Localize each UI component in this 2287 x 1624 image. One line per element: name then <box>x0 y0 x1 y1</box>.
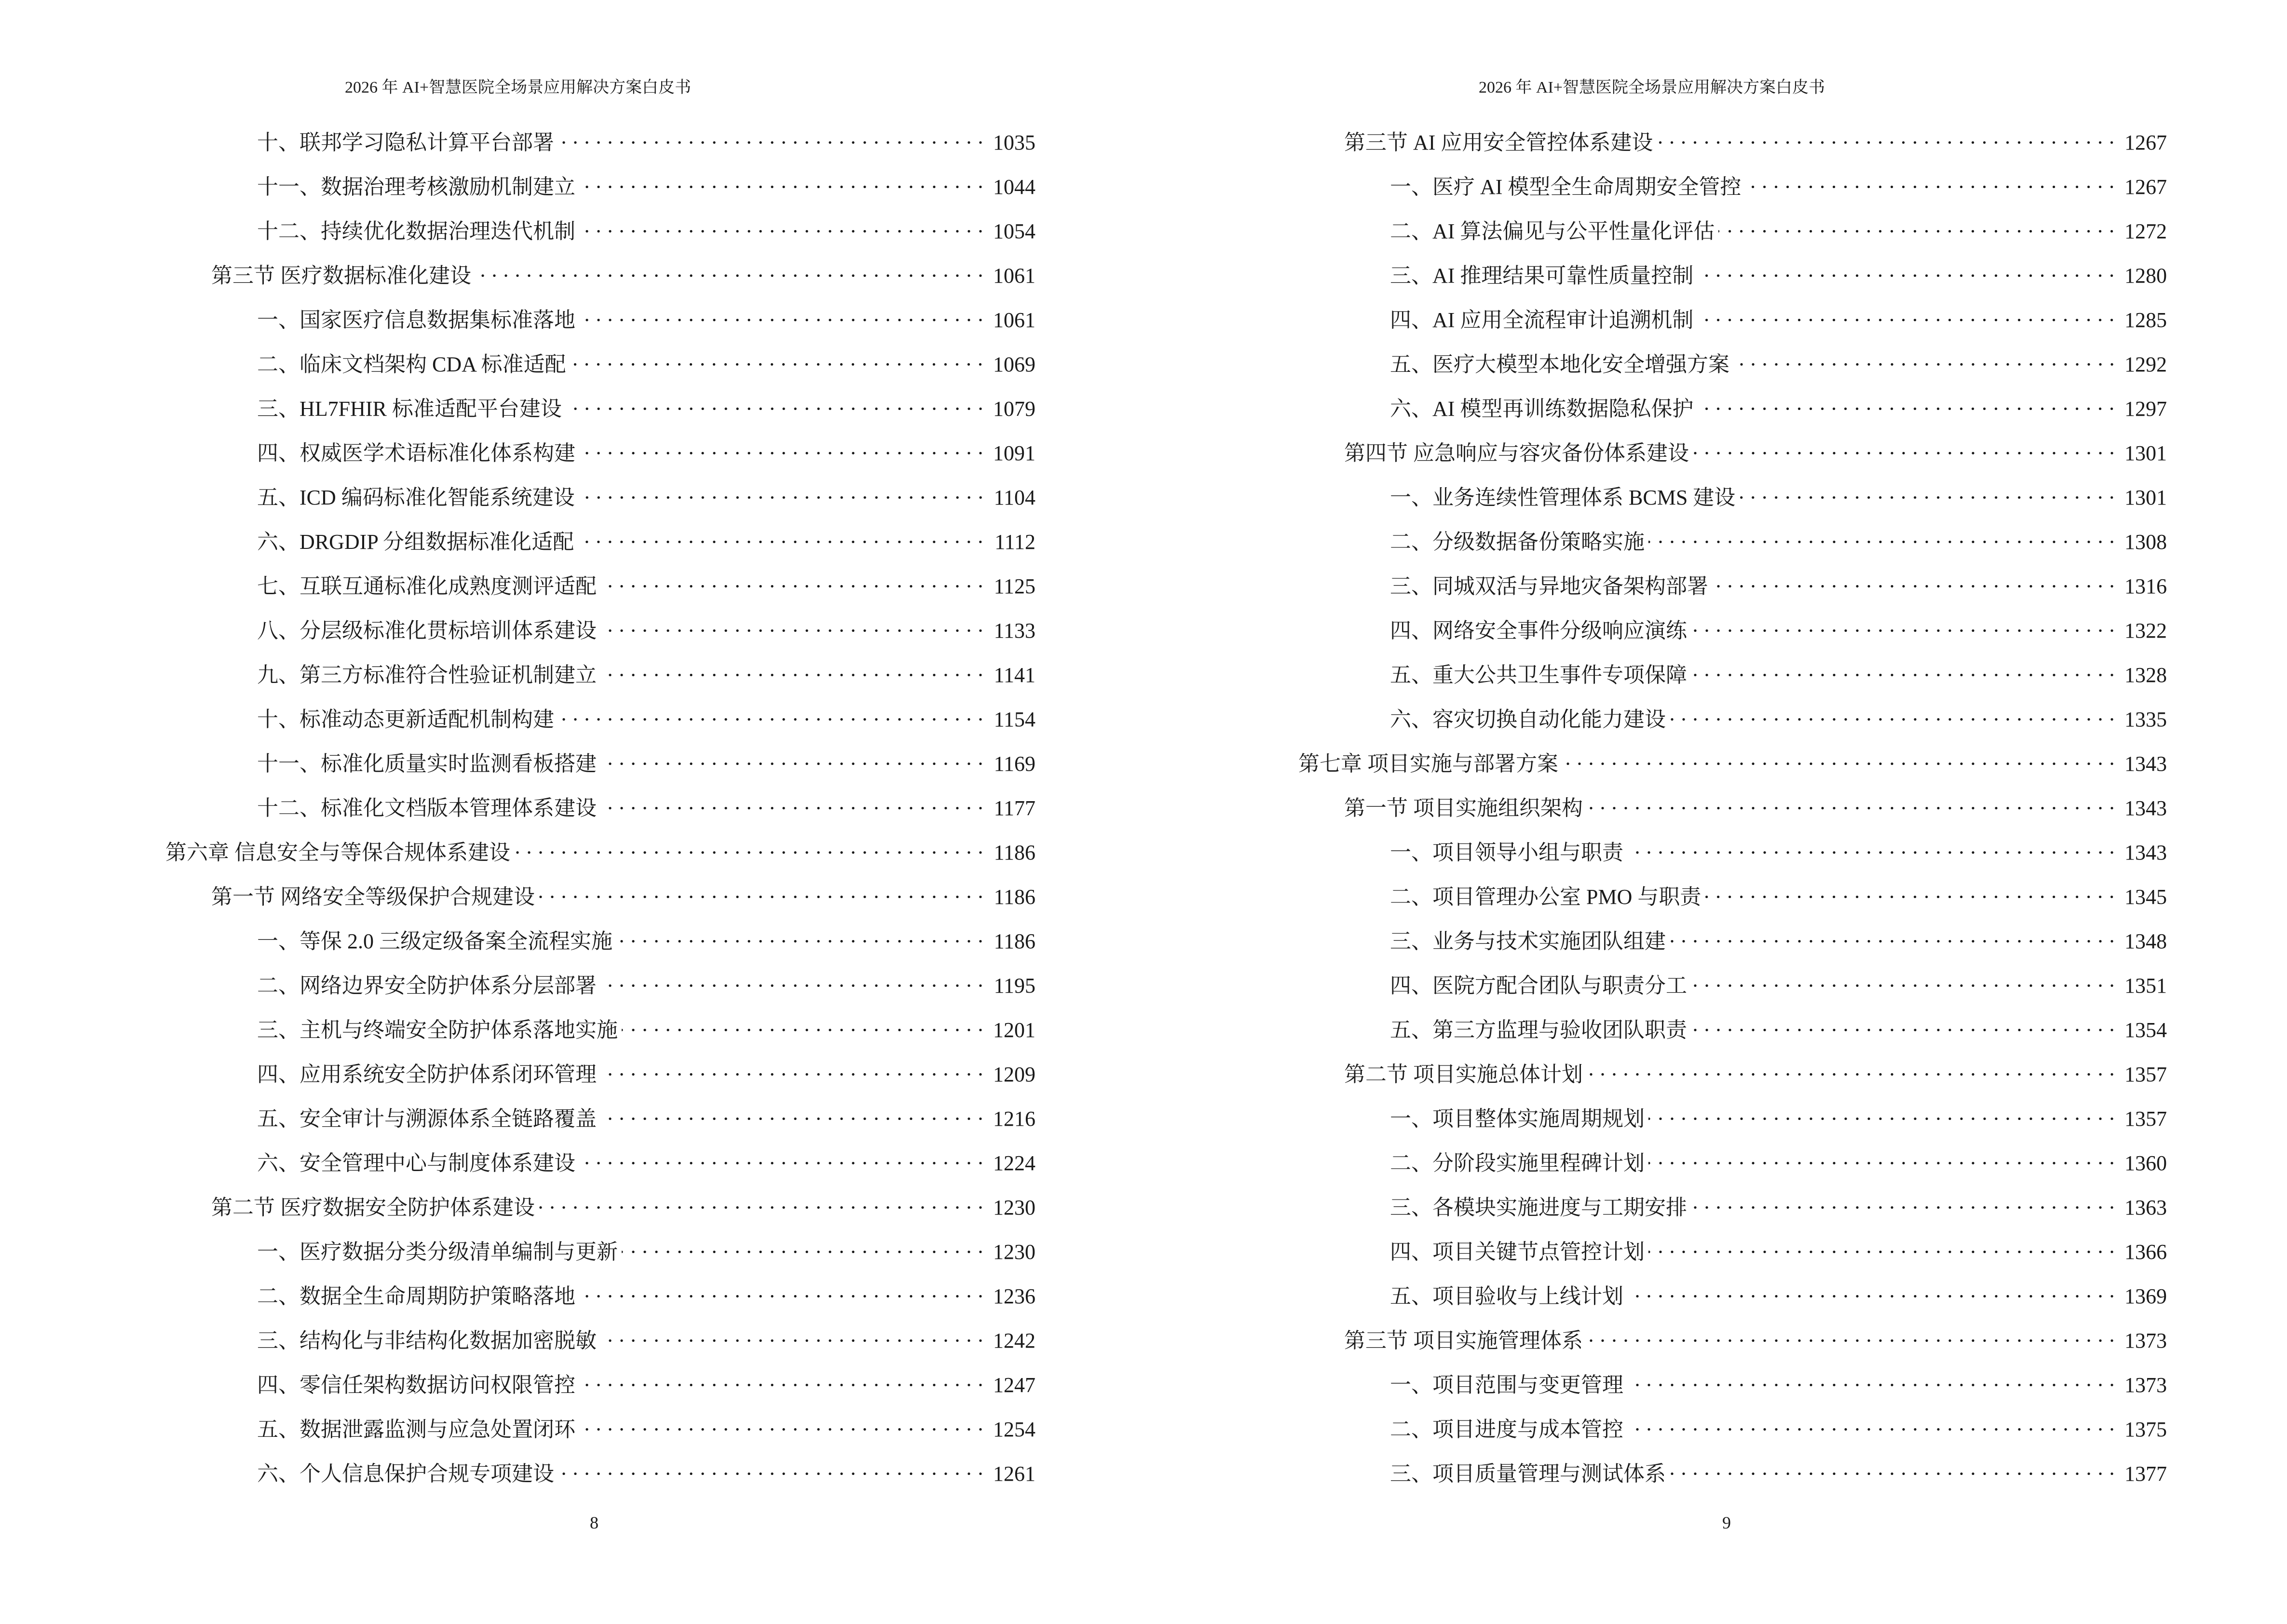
toc-entry-item[interactable] <box>165 962 1035 1006</box>
toc-entry-page-number: 1169 <box>994 752 1035 776</box>
toc-entry-title: 一、医疗数据分类分级清单编制与更新 <box>257 1240 618 1264</box>
dot-leader <box>600 784 986 815</box>
toc-entry-title: 二、AI 算法偏见与公平性量化评估 <box>1390 219 1715 243</box>
toc-entry-title: 六、安全管理中心与制度体系建设 <box>257 1151 575 1175</box>
toc-entry-item[interactable] <box>1298 1406 2167 1450</box>
toc-entry-title: 第一节 网络安全等级保护合规建设 <box>211 885 535 909</box>
dot-leader <box>616 917 986 948</box>
dot-leader <box>1648 518 2118 549</box>
toc-entry-title: 二、数据全生命周期防护策略落地 <box>257 1284 575 1308</box>
dot-leader <box>558 1450 986 1481</box>
dot-leader <box>1657 119 2118 150</box>
toc-entry-page-number: 1369 <box>2124 1284 2167 1308</box>
toc-entry-chapter[interactable] <box>165 829 1035 873</box>
toc-entry-title: 二、项目管理办公室 PMO 与职责 <box>1390 885 1702 909</box>
toc-entry-title: 一、国家医疗信息数据集标准落地 <box>257 308 575 332</box>
dot-leader <box>1691 651 2118 682</box>
toc-entry-item[interactable] <box>1298 829 2167 873</box>
toc-entry-item[interactable] <box>1298 873 2167 917</box>
dot-leader <box>579 207 986 238</box>
toc-entry-page-number: 1186 <box>994 929 1035 953</box>
dot-leader <box>1691 1184 2118 1215</box>
toc-entry-page-number: 1267 <box>2124 175 2167 199</box>
toc-entry-page-number: 1079 <box>993 397 1035 421</box>
toc-entry-title: 四、医院方配合团队与职责分工 <box>1390 974 1687 997</box>
toc-entry-title: 五、数据泄露监测与应急处置闭环 <box>257 1418 575 1441</box>
toc-entry-item[interactable] <box>165 651 1035 696</box>
dot-leader <box>600 607 986 638</box>
toc-entry-item[interactable] <box>165 696 1035 740</box>
toc-entry-item[interactable] <box>1298 917 2167 962</box>
toc-entry-page-number: 1292 <box>2124 353 2167 376</box>
toc-entry-page-number: 1308 <box>2124 530 2167 554</box>
toc-entry-title: 五、医疗大模型本地化安全增强方案 <box>1390 353 1729 376</box>
toc-entry-item[interactable] <box>1298 1184 2167 1228</box>
toc-entry-section[interactable] <box>1298 119 2167 163</box>
toc-entry-title: 十一、标准化质量实时监测看板搭建 <box>257 752 597 776</box>
toc-entry-item[interactable] <box>1298 962 2167 1006</box>
dot-leader <box>579 1272 986 1303</box>
toc-entry-page-number: 1195 <box>994 974 1035 997</box>
toc-entry-page-number: 1230 <box>993 1240 1035 1264</box>
toc-entry-item[interactable] <box>165 341 1035 385</box>
dot-leader <box>1697 252 2118 283</box>
toc-entry-title: 二、项目进度与成本管控 <box>1390 1418 1623 1441</box>
toc-entry-item[interactable] <box>165 1317 1035 1361</box>
dot-leader <box>600 962 986 993</box>
toc-entry-page-number: 1186 <box>994 841 1035 864</box>
page-right <box>1144 0 2287 1624</box>
toc-entry-title: 三、各模块实施进度与工期安排 <box>1390 1196 1687 1219</box>
toc-entry-section[interactable] <box>1298 784 2167 829</box>
toc-entry-page-number: 1230 <box>993 1196 1035 1219</box>
toc-entry-section[interactable] <box>165 873 1035 917</box>
toc-entry-item[interactable] <box>1298 296 2167 341</box>
toc-entry-title: 三、HL7FHIR 标准适配平台建设 <box>257 397 562 421</box>
toc-entry-title: 一、项目范围与变更管理 <box>1390 1373 1623 1397</box>
toc-entry-item[interactable] <box>1298 1139 2167 1184</box>
toc-entry-title: 三、同城双活与异地灾备架构部署 <box>1390 574 1708 598</box>
toc-entry-item[interactable] <box>165 740 1035 784</box>
dot-leader <box>1697 296 2118 327</box>
toc-entry-item[interactable] <box>165 1450 1035 1494</box>
toc-entry-item[interactable] <box>1298 1361 2167 1406</box>
toc-entry-item[interactable] <box>1298 163 2167 207</box>
dot-leader <box>1627 1406 2118 1436</box>
toc-entry-title: 十二、持续优化数据治理迭代机制 <box>257 219 575 243</box>
dot-leader <box>600 562 986 593</box>
toc-entry-title: 第三节 AI 应用安全管控体系建设 <box>1344 131 1653 154</box>
dot-leader <box>1627 829 2118 860</box>
toc-entry-title: 四、项目关键节点管控计划 <box>1390 1240 1645 1264</box>
toc-entry-title: 三、业务与技术实施团队组建 <box>1390 929 1666 953</box>
toc-entry-page-number: 1154 <box>994 708 1035 731</box>
dot-leader <box>558 696 986 726</box>
table-of-contents <box>165 119 1035 1494</box>
toc-entry-item[interactable] <box>165 163 1035 207</box>
toc-entry-title: 一、医疗 AI 模型全生命周期安全管控 <box>1390 175 1742 199</box>
toc-entry-page-number: 1201 <box>993 1018 1035 1042</box>
dot-leader <box>1648 1228 2118 1259</box>
dot-leader <box>600 740 986 771</box>
toc-entry-title: 第六章 信息安全与等保合规体系建设 <box>165 841 510 864</box>
toc-entry-title: 三、结构化与非结构化数据加密脱敏 <box>257 1329 597 1352</box>
toc-entry-item[interactable] <box>165 1406 1035 1450</box>
toc-entry-item[interactable] <box>165 207 1035 252</box>
toc-entry-page-number: 1112 <box>994 530 1035 554</box>
toc-entry-title: 四、零信任架构数据访问权限管控 <box>257 1373 575 1397</box>
toc-entry-page-number: 1141 <box>994 663 1035 687</box>
dot-leader <box>579 429 986 460</box>
toc-entry-title: 十、标准动态更新适配机制构建 <box>257 708 554 731</box>
toc-entry-title: 一、等保 2.0 三级定级备案全流程实施 <box>257 929 613 953</box>
dot-leader <box>1670 696 2118 726</box>
toc-entry-page-number: 1272 <box>2124 219 2167 243</box>
toc-entry-item[interactable] <box>165 917 1035 962</box>
toc-entry-page-number: 1091 <box>993 441 1035 465</box>
dot-leader <box>1648 1095 2118 1126</box>
toc-entry-item[interactable] <box>165 784 1035 829</box>
dot-leader <box>579 296 986 327</box>
dot-leader <box>1562 740 2118 771</box>
toc-entry-page-number: 1373 <box>2124 1373 2167 1397</box>
toc-entry-title: 五、安全审计与溯源体系全链路覆盖 <box>257 1107 597 1131</box>
toc-entry-item[interactable] <box>165 1051 1035 1095</box>
toc-entry-item[interactable] <box>165 474 1035 518</box>
toc-entry-item[interactable] <box>1298 518 2167 562</box>
toc-entry-title: 九、第三方标准符合性验证机制建立 <box>257 663 597 687</box>
toc-entry-section[interactable] <box>1298 1051 2167 1095</box>
dot-leader <box>579 1361 986 1392</box>
toc-entry-page-number: 1373 <box>2124 1329 2167 1352</box>
toc-entry-page-number: 1247 <box>993 1373 1035 1397</box>
toc-entry-title: 六、AI 模型再训练数据隐私保护 <box>1390 397 1694 421</box>
toc-entry-title: 一、业务连续性管理体系 BCMS 建设 <box>1390 486 1736 509</box>
toc-entry-page-number: 1285 <box>2124 308 2167 332</box>
toc-entry-item[interactable] <box>165 1095 1035 1139</box>
toc-entry-title: 三、主机与终端安全防护体系落地实施 <box>257 1018 618 1042</box>
dot-leader <box>600 1317 986 1348</box>
toc-entry-item[interactable] <box>1298 1272 2167 1317</box>
toc-entry-item[interactable] <box>165 429 1035 474</box>
toc-entry-page-number: 1254 <box>993 1418 1035 1441</box>
running-header: 2026 年 AI+智慧医院全场景应用解决方案白皮书 <box>1478 79 1825 96</box>
toc-entry-page-number: 1186 <box>994 885 1035 909</box>
dot-leader <box>1587 1051 2118 1081</box>
toc-entry-title: 十一、数据治理考核激励机制建立 <box>257 175 575 199</box>
toc-entry-item[interactable] <box>165 119 1035 163</box>
dot-leader <box>622 1006 986 1037</box>
toc-entry-page-number: 1133 <box>994 619 1035 642</box>
dot-leader <box>579 1139 986 1170</box>
toc-entry-page-number: 1216 <box>993 1107 1035 1131</box>
toc-entry-title: 二、临床文档架构 CDA 标准适配 <box>257 353 566 376</box>
toc-entry-page-number: 1375 <box>2124 1418 2167 1441</box>
toc-entry-item[interactable] <box>1298 1450 2167 1494</box>
toc-entry-item[interactable] <box>165 1139 1035 1184</box>
toc-entry-page-number: 1335 <box>2124 708 2167 731</box>
toc-entry-item[interactable] <box>1298 385 2167 429</box>
toc-entry-item[interactable] <box>165 1006 1035 1051</box>
dot-leader <box>1718 207 2118 238</box>
toc-entry-title: 五、第三方监理与验收团队职责 <box>1390 1018 1687 1042</box>
toc-entry-page-number: 1044 <box>993 175 1035 199</box>
toc-entry-page-number: 1301 <box>2124 486 2167 509</box>
dot-leader <box>1670 1450 2118 1481</box>
toc-entry-section[interactable] <box>165 1184 1035 1228</box>
dot-leader <box>566 385 986 416</box>
dot-leader <box>578 518 986 549</box>
toc-entry-item[interactable] <box>165 562 1035 607</box>
dot-leader <box>600 651 986 682</box>
toc-entry-title: 第三节 项目实施管理体系 <box>1344 1329 1583 1352</box>
dot-leader <box>1627 1272 2118 1303</box>
dot-leader <box>475 252 986 283</box>
toc-entry-item[interactable] <box>1298 562 2167 607</box>
toc-entry-title: 四、应用系统安全防护体系闭环管理 <box>257 1063 597 1086</box>
toc-entry-title: 五、重大公共卫生事件专项保障 <box>1390 663 1687 687</box>
toc-entry-title: 六、DRGDIP 分组数据标准化适配 <box>257 530 574 554</box>
toc-entry-item[interactable] <box>165 1228 1035 1272</box>
toc-entry-page-number: 1351 <box>2124 974 2167 997</box>
toc-entry-page-number: 1343 <box>2124 841 2167 864</box>
table-of-contents <box>1298 119 2167 1494</box>
toc-entry-item[interactable] <box>1298 474 2167 518</box>
toc-entry-page-number: 1343 <box>2124 796 2167 820</box>
toc-entry-title: 四、网络安全事件分级响应演练 <box>1390 619 1687 642</box>
toc-entry-title: 三、项目质量管理与测试体系 <box>1390 1462 1666 1486</box>
toc-entry-item[interactable] <box>1298 1095 2167 1139</box>
toc-entry-page-number: 1357 <box>2124 1063 2167 1086</box>
toc-entry-page-number: 1357 <box>2124 1107 2167 1131</box>
toc-entry-page-number: 1363 <box>2124 1196 2167 1219</box>
toc-entry-title: 三、AI 推理结果可靠性质量控制 <box>1390 264 1694 287</box>
toc-entry-page-number: 1104 <box>994 486 1035 509</box>
toc-entry-page-number: 1054 <box>993 219 1035 243</box>
dot-leader <box>1733 341 2118 371</box>
toc-entry-page-number: 1360 <box>2124 1151 2167 1175</box>
toc-entry-title: 二、分级数据备份策略实施 <box>1390 530 1645 554</box>
toc-entry-title: 第四节 应急响应与容灾备份体系建设 <box>1344 441 1689 465</box>
toc-entry-title: 四、AI 应用全流程审计追溯机制 <box>1390 308 1694 332</box>
dot-leader <box>1670 917 2118 948</box>
toc-entry-page-number: 1261 <box>993 1462 1035 1486</box>
toc-entry-title: 第一节 项目实施组织架构 <box>1344 796 1583 820</box>
toc-entry-page-number: 1280 <box>2124 264 2167 287</box>
toc-entry-title: 二、分阶段实施里程碑计划 <box>1390 1151 1645 1175</box>
dot-leader <box>1691 962 2118 993</box>
toc-entry-section[interactable] <box>1298 429 2167 474</box>
toc-entry-title: 二、网络边界安全防护体系分层部署 <box>257 974 597 997</box>
toc-entry-item[interactable] <box>165 296 1035 341</box>
toc-entry-item[interactable] <box>1298 207 2167 252</box>
toc-entry-title: 六、个人信息保护合规专项建设 <box>257 1462 554 1486</box>
toc-entry-page-number: 1301 <box>2124 441 2167 465</box>
toc-entry-item[interactable] <box>1298 1228 2167 1272</box>
toc-entry-title: 第七章 项目实施与部署方案 <box>1298 752 1558 776</box>
dot-leader <box>1693 429 2118 460</box>
toc-entry-item[interactable] <box>1298 341 2167 385</box>
toc-entry-title: 十二、标准化文档版本管理体系建设 <box>257 796 597 820</box>
dot-leader <box>1712 562 2118 593</box>
toc-entry-item[interactable] <box>165 385 1035 429</box>
toc-entry-page-number: 1343 <box>2124 752 2167 776</box>
toc-entry-title: 五、ICD 编码标准化智能系统建设 <box>257 486 575 509</box>
toc-entry-section[interactable] <box>1298 1317 2167 1361</box>
toc-entry-item[interactable] <box>165 1361 1035 1406</box>
toc-entry-page-number: 1035 <box>993 131 1035 154</box>
running-header: 2026 年 AI+智慧医院全场景应用解决方案白皮书 <box>344 79 692 96</box>
dot-leader <box>1705 873 2118 904</box>
toc-entry-item[interactable] <box>1298 1006 2167 1051</box>
toc-entry-item[interactable] <box>165 607 1035 651</box>
toc-entry-page-number: 1061 <box>993 264 1035 287</box>
toc-entry-page-number: 1267 <box>2124 131 2167 154</box>
toc-entry-page-number: 1177 <box>994 796 1035 820</box>
toc-entry-title: 一、项目领导小组与职责 <box>1390 841 1623 864</box>
toc-entry-page-number: 1125 <box>994 574 1035 598</box>
toc-entry-page-number: 1297 <box>2124 397 2167 421</box>
dot-leader <box>1691 1006 2118 1037</box>
dot-leader <box>1648 1139 2118 1170</box>
toc-entry-page-number: 1061 <box>993 308 1035 332</box>
toc-entry-item[interactable] <box>1298 607 2167 651</box>
toc-entry-title: 六、容灾切换自动化能力建设 <box>1390 708 1666 731</box>
dot-leader <box>1587 1317 2118 1348</box>
toc-entry-title: 第三节 医疗数据标准化建设 <box>211 264 471 287</box>
toc-entry-page-number: 1348 <box>2124 929 2167 953</box>
dot-leader <box>539 1184 986 1215</box>
toc-entry-page-number: 1316 <box>2124 574 2167 598</box>
dot-leader <box>579 474 986 505</box>
toc-entry-page-number: 1328 <box>2124 663 2167 687</box>
toc-entry-page-number: 1377 <box>2124 1462 2167 1486</box>
toc-entry-title: 十、联邦学习隐私计算平台部署 <box>257 131 554 154</box>
toc-entry-title: 七、互联互通标准化成熟度测评适配 <box>257 574 597 598</box>
dot-leader <box>539 873 986 904</box>
dot-leader <box>570 341 986 371</box>
dot-leader <box>600 1051 986 1081</box>
toc-entry-page-number: 1242 <box>993 1329 1035 1352</box>
toc-entry-page-number: 1236 <box>993 1284 1035 1308</box>
toc-entry-page-number: 1366 <box>2124 1240 2167 1264</box>
toc-entry-page-number: 1345 <box>2124 885 2167 909</box>
dot-leader <box>622 1228 986 1259</box>
dot-leader <box>1745 163 2118 194</box>
toc-entry-item[interactable] <box>1298 651 2167 696</box>
toc-entry-title: 一、项目整体实施周期规划 <box>1390 1107 1645 1131</box>
toc-entry-page-number: 1354 <box>2124 1018 2167 1042</box>
toc-entry-title: 五、项目验收与上线计划 <box>1390 1284 1623 1308</box>
toc-entry-item[interactable] <box>165 1272 1035 1317</box>
dot-leader <box>1627 1361 2118 1392</box>
dot-leader <box>1697 385 2118 416</box>
dot-leader <box>1587 784 2118 815</box>
toc-entry-page-number: 1069 <box>993 353 1035 376</box>
toc-entry-page-number: 1224 <box>993 1151 1035 1175</box>
page-number: 9 <box>1722 1513 1731 1532</box>
dot-leader <box>514 829 986 860</box>
dot-leader <box>579 163 986 194</box>
toc-entry-page-number: 1322 <box>2124 619 2167 642</box>
toc-entry-title: 第二节 项目实施总体计划 <box>1344 1063 1583 1086</box>
toc-entry-page-number: 1209 <box>993 1063 1035 1086</box>
dot-leader <box>579 1406 986 1436</box>
toc-entry-title: 八、分层级标准化贯标培训体系建设 <box>257 619 597 642</box>
dot-leader <box>600 1095 986 1126</box>
dot-leader <box>1739 474 2118 505</box>
toc-entry-item[interactable] <box>1298 252 2167 296</box>
toc-entry-title: 四、权威医学术语标准化体系构建 <box>257 441 575 465</box>
dot-leader <box>558 119 986 150</box>
toc-entry-chapter[interactable] <box>1298 740 2167 784</box>
toc-entry-item[interactable] <box>1298 696 2167 740</box>
toc-entry-title: 第二节 医疗数据安全防护体系建设 <box>211 1196 535 1219</box>
page-number: 8 <box>590 1513 599 1532</box>
toc-entry-section[interactable] <box>165 252 1035 296</box>
dot-leader <box>1691 607 2118 638</box>
toc-entry-item[interactable] <box>165 518 1035 562</box>
